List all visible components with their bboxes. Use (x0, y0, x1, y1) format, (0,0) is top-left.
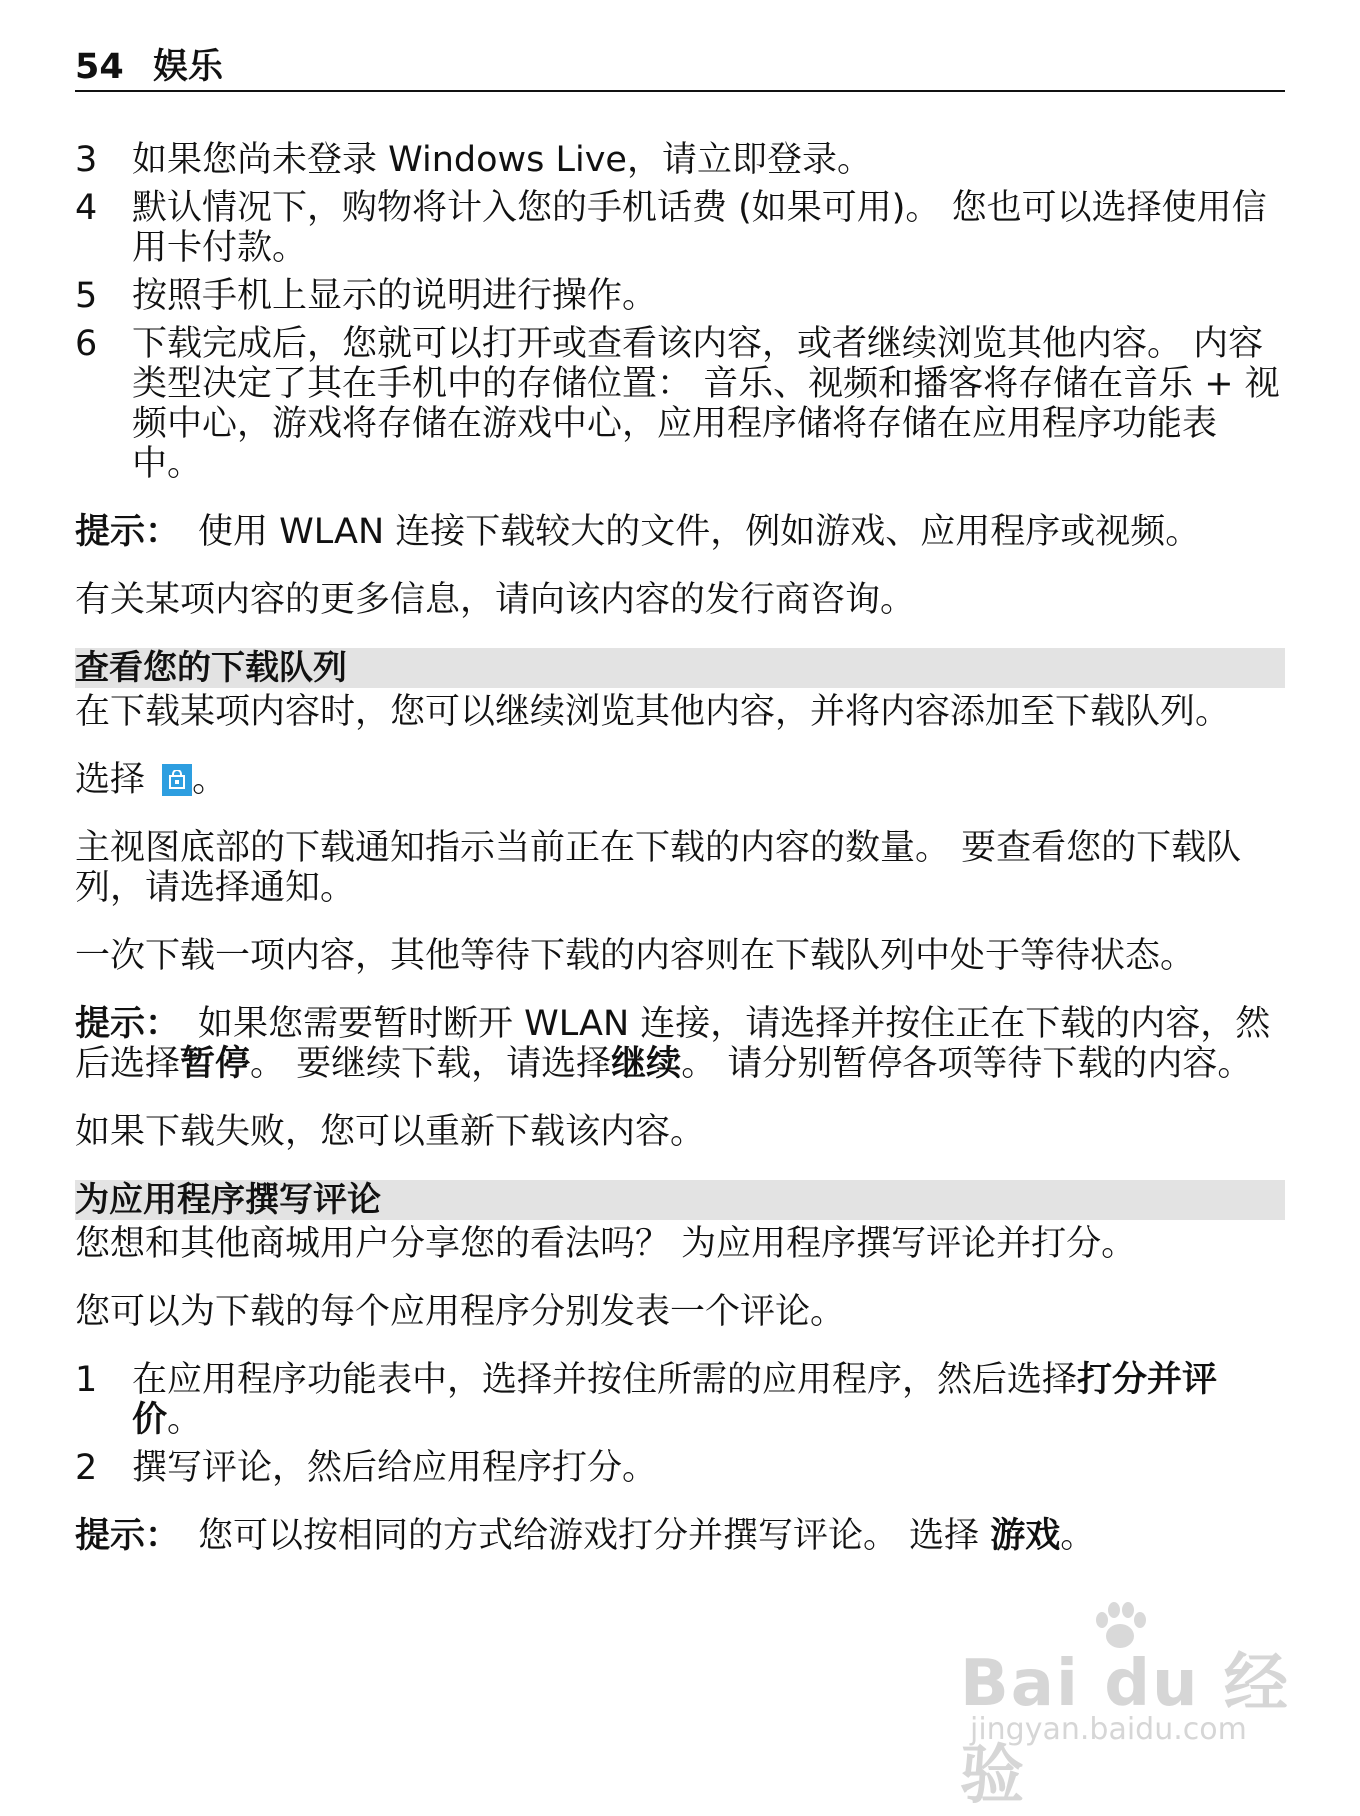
select-paragraph (75, 760, 1285, 800)
baidu-watermark (960, 1602, 1290, 1813)
tip-text: 。 要继续下载，请选择 (250, 1044, 612, 1084)
list-item (75, 140, 1285, 180)
tip-label: 提示： (75, 1004, 181, 1044)
list-item (75, 188, 1285, 268)
list-item (75, 1448, 1285, 1488)
paragraph: 主视图底部的下载通知指示当前正在下载的内容的数量。 要查看您的下载队列，请选择通知。 (75, 828, 1242, 908)
paragraph: 您想和其他商城用户分享您的看法吗？ 为应用程序撰写评论并打分。 (75, 1224, 1137, 1264)
continue-label: 继续 (611, 1044, 682, 1084)
tip-text: 。 请分别暂停各项等待下载的内容。 (681, 1044, 1253, 1084)
tip-text: 使用 WLAN 连接下载较大的文件，例如游戏、应用程序或视频。 (198, 512, 1201, 552)
page-content (75, 140, 1285, 1584)
step-number: 1 (75, 1360, 98, 1400)
tip-paragraph (75, 512, 1285, 552)
page-header (75, 44, 1285, 92)
step-text: 下载完成后，您就可以打开或查看该内容，或者继续浏览其他内容。 内容类型决定了其在手机中的存储位置： 音乐、视频和播客将存储在音乐 + 视频中心，游戏将存储在游戏中心，应用程序储将存储在应用程序功能表中。 (132, 324, 1280, 484)
step-number: 2 (75, 1448, 98, 1488)
list-item (75, 276, 1285, 316)
section-title: 为应用程序撰写评论 (75, 1180, 1285, 1220)
tip-text: 如果您需要暂时断开 WLAN 连接，请选择并按住正在下载的内容，然后选择 (75, 1004, 1271, 1084)
paragraph: 如果下载失败，您可以重新下载该内容。 (75, 1112, 706, 1152)
step-text: 如果您尚未登录 Windows Live，请立即登录。 (132, 140, 872, 180)
step-text (132, 1360, 1285, 1440)
tip-text: 您可以按相同的方式给游戏打分并撰写评论。 选择 (198, 1516, 991, 1556)
rate-review-label: 打分并评价 (132, 1360, 1218, 1440)
watermark-url: jingyan.baidu.com (970, 1712, 1247, 1747)
tip-paragraph (75, 1004, 1285, 1084)
step-number: 5 (75, 276, 98, 316)
info-paragraph: 有关某项内容的更多信息，请向该内容的发行商咨询。 (75, 580, 916, 620)
chapter-title: 娱乐 (153, 47, 224, 87)
tip-label: 提示： (75, 512, 181, 552)
tip-text: 。 (1060, 1516, 1096, 1556)
page-number: 54 (75, 47, 124, 87)
tip-label: 提示： (75, 1516, 181, 1556)
store-bag-icon (162, 764, 192, 796)
paragraph: 一次下载一项内容，其他等待下载的内容则在下载队列中处于等待状态。 (75, 936, 1196, 976)
paragraph: 您可以为下载的每个应用程序分别发表一个评论。 (75, 1292, 846, 1332)
games-label: 游戏 (990, 1516, 1061, 1556)
watermark-logo-text: Bai du 经验 (960, 1647, 1290, 1813)
select-text: 选择 (75, 760, 146, 800)
step-text: 按照手机上显示的说明进行操作。 (132, 276, 658, 316)
section-title: 查看您的下载队列 (75, 648, 1285, 688)
step-text: 撰写评论，然后给应用程序打分。 (132, 1448, 658, 1488)
step-text: 默认情况下，购物将计入您的手机话费 (如果可用)。 您也可以选择使用信用卡付款。 (132, 188, 1267, 268)
step-number: 6 (75, 324, 98, 364)
step-number: 4 (75, 188, 98, 228)
step-text-part: 。 (167, 1400, 203, 1440)
step-text-part: 在应用程序功能表中，选择并按住所需的应用程序，然后选择 (132, 1360, 1078, 1400)
list-item (75, 324, 1285, 484)
paragraph: 在下载某项内容时，您可以继续浏览其他内容，并将内容添加至下载队列。 (75, 692, 1231, 732)
tip-paragraph (75, 1516, 1285, 1556)
step-number: 3 (75, 140, 98, 180)
list-item (75, 1360, 1285, 1440)
select-end: 。 (192, 760, 228, 800)
pause-label: 暂停 (180, 1044, 251, 1084)
